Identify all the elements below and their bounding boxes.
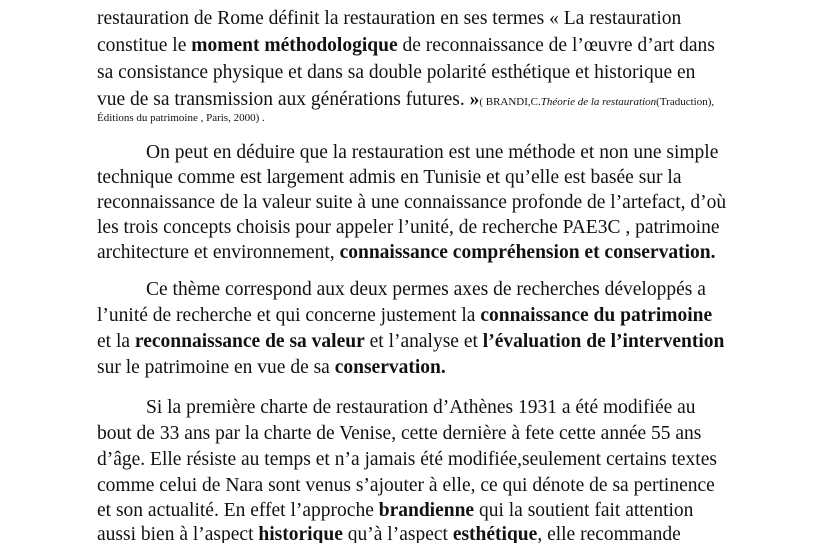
text-span: et son actualité. En effet l’approche [97,500,379,521]
bold-term: brandienne [378,500,475,521]
paragraph-1-line-2 [97,32,715,59]
text-span: restauration de Rome définit la restauration en ses termes « La restauration [97,8,682,29]
text-span: d’âge. Elle résiste au temps et n’a jamais été modifiée,seulement certains textes [97,449,717,470]
paragraph-3-line-1 [146,276,706,303]
text-span: reconnaissance de la valeur suite à une connaissance profonde de l’artefact, d’où [97,192,727,213]
citation-line-2 [97,111,265,125]
citation [479,96,714,108]
text-span: architecture et environnement, [97,242,340,263]
paragraph-4-line-6 [97,521,681,543]
paragraph-2-line-3 [97,189,726,216]
text-span: vue de sa transmission aux générations futures. [97,89,470,110]
text-span: et la [97,331,135,352]
paragraph-1-line-3 [97,59,695,86]
text-span: comme celui de Nara sont venus s’ajouter à elle, ce qui dénote de sa pertinence [97,475,715,496]
bold-term: connaissance compréhension et conservation. [339,242,716,263]
paragraph-4-line-3 [97,446,717,473]
text-span: On peut en déduire que la restauration est une méthode et non une simple [146,142,719,163]
bold-term: reconnaissance de sa valeur [134,331,365,352]
citation-publisher: Éditions du patrimoine , Paris, 2000) . [97,112,265,124]
paragraph-1-line-4 [97,86,714,113]
text-span: les trois concepts choisis pour appeler l’unité, de recherche PAE3C , patrimoine [97,217,720,238]
bold-term: moment méthodologique [191,35,398,56]
text-span: technique comme est largement admis en Tunisie et qu’elle est basée sur la [97,167,682,188]
bold-term: historique [258,524,343,543]
bold-term: conservation. [334,357,446,378]
citation-title: Théorie de la restauration [540,96,657,108]
text-span: Ce thème correspond aux deux permes axes de recherches développés a [146,279,706,300]
text-span: bout de 33 ans par la charte de Venise, cette dernière à fete cette année 55 ans [97,423,702,444]
text-span: l’unité de recherche et qui concerne justement la [97,305,481,326]
bold-term: l’évaluation de l’intervention [482,331,725,352]
paragraph-2-line-4 [97,214,720,241]
text-span: qu’à l’aspect [342,524,453,543]
citation-author: ( BRANDI,C. [479,96,541,108]
paragraph-3-line-2 [97,302,712,329]
paragraph-4-line-1 [146,394,696,421]
bold-term: connaissance du patrimoine [480,305,713,326]
paragraph-4-line-4 [97,472,715,499]
text-span: qui la soutient fait attention [474,500,694,521]
paragraph-2-line-5 [97,239,715,266]
text-span: , elle recommande [537,524,681,543]
paragraph-1-line-1 [97,5,681,32]
text-span: constitue le [97,35,192,56]
text-span: et l’analyse et [364,331,483,352]
text-span: de reconnaissance de l’œuvre d’art dans [397,35,715,56]
text-span: sur le patrimoine en vue de sa [97,357,335,378]
bold-term: esthétique [452,524,538,543]
text-span: aussi bien à l’aspect [97,524,259,543]
text-span: sa consistance physique et dans sa double polarité esthétique et historique en [97,62,696,83]
closing-quote: » [469,89,480,110]
paragraph-4-line-5 [97,497,693,524]
paragraph-2-line-1 [146,139,718,166]
paragraph-3-line-3 [97,328,724,355]
citation-note: (Traduction), [656,96,715,108]
paragraph-2-line-2 [97,164,682,191]
paragraph-4-line-2 [97,420,701,447]
paragraph-3-line-4 [97,354,446,381]
text-span: Si la première charte de restauration d’Athènes 1931 a été modifiée au [146,397,696,418]
